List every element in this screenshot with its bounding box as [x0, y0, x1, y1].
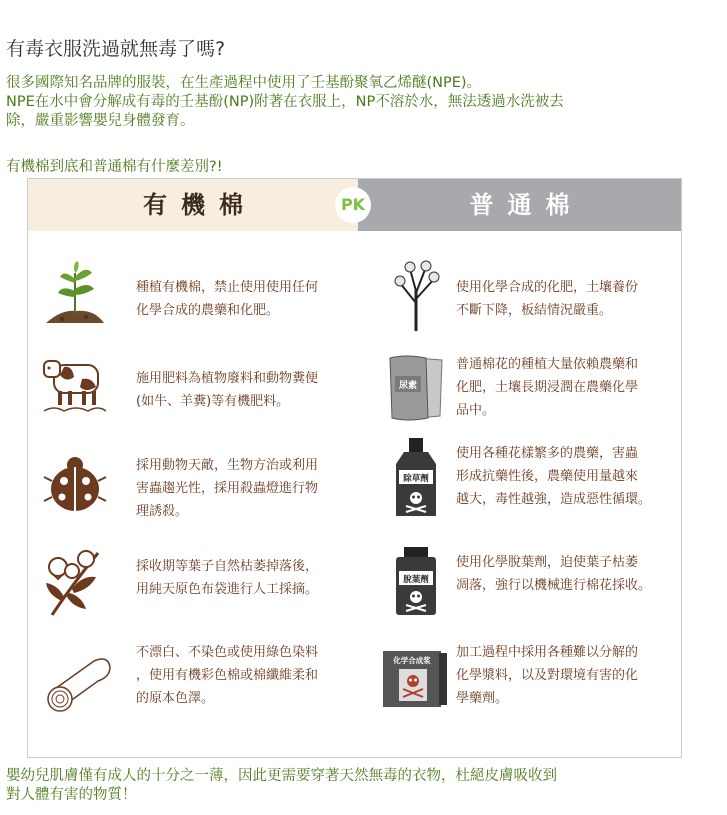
description-line: 形成抗藥性後，農藥使用量越來 [456, 469, 639, 484]
intro-line: 很多國際知名品牌的服裝，在生產過程中使用了壬基酚聚氧乙烯醚(NPE)。 [6, 75, 482, 91]
regular-description [456, 353, 678, 422]
can-label: 化学合成浆 [393, 656, 431, 665]
chemical-can-icon [381, 647, 449, 721]
intro-paragraph [6, 74, 706, 131]
organic-cotton-heading: 有機棉 [143, 191, 257, 219]
withered-cotton-plant-icon [386, 259, 446, 333]
description-line: 種植有機棉，禁止使用使用任何 [136, 280, 319, 295]
fabric-roll-icon [42, 651, 108, 721]
regular-cotton-heading: 普通棉 [469, 191, 584, 219]
description-line: 不漂白、不染色或使用綠色染料 [136, 645, 319, 660]
comparison-row [28, 541, 681, 631]
cow-icon [42, 351, 108, 421]
description-line: 採收期等葉子自然枯萎掉落後， [136, 559, 319, 574]
description-line: (如牛、羊糞)等有機肥料。 [136, 394, 290, 409]
bottle-label: 脫葉劑 [403, 575, 429, 585]
organic-description [136, 367, 356, 413]
fertilizer-sack-icon [386, 352, 446, 426]
footer-line: 嬰幼兒肌膚僅有成人的十分之一薄，因此更需要穿著天然無毒的衣物，杜絕皮膚吸收到 [6, 768, 557, 784]
description-line: 化學合成的農藥和化肥。 [136, 303, 280, 318]
organic-description [136, 276, 356, 322]
bottle-label: 除草劑 [403, 474, 429, 484]
herbicide-bottle-icon [386, 436, 446, 510]
description-line: 使用各種花樣繁多的農藥，害蟲 [456, 446, 639, 461]
sprout-in-soil-icon [42, 259, 108, 329]
organic-description [136, 454, 356, 523]
comparison-row [28, 347, 681, 437]
organic-description [136, 641, 356, 710]
description-line: 學藥劑。 [456, 691, 509, 706]
description-line: 使用化學脫葉劑，迫使葉子枯萎 [456, 555, 639, 570]
description-line: 加工過程中採用各種難以分解的 [456, 645, 639, 660]
regular-description [456, 442, 678, 511]
description-line: 採用動物天敵，生物方治或利用 [136, 458, 319, 473]
cotton-branch-icon [42, 545, 108, 615]
comparison-board [27, 178, 682, 758]
description-line: 使用化學合成的化肥，土壤養份 [456, 280, 639, 295]
description-line: 越大，毒性越強，造成惡性循環。 [456, 492, 652, 507]
regular-description [456, 641, 678, 710]
ladybug-icon [42, 451, 108, 521]
description-line: 害蟲趨光性，採用殺蟲燈進行物 [136, 481, 319, 496]
comparison-row [28, 254, 681, 344]
description-line: 的原本色澤。 [136, 691, 215, 706]
regular-description [456, 276, 678, 322]
comparison-row [28, 439, 681, 529]
description-line: 普通棉花的種植大量依賴農藥和 [456, 357, 639, 372]
description-line: 理誘殺。 [136, 504, 189, 519]
description-line: 化學漿料，以及對環境有害的化 [456, 668, 639, 683]
defoliant-bottle-icon [386, 545, 446, 619]
intro-line: 除，嚴重影響嬰兒身體發育。 [6, 113, 195, 129]
comparison-question: 有機棉到底和普通棉有什麼差別?! [6, 159, 223, 175]
description-line: 化肥，土壤長期浸潤在農藥化學 [456, 380, 639, 395]
comparison-row [28, 643, 681, 733]
intro-line: NPE在水中會分解成有毒的壬基酚(NP)附著在衣服上，NP不溶於水，無法透過水洗被去 [6, 94, 564, 110]
footer-note [6, 767, 721, 805]
pk-badge: PK [335, 187, 371, 223]
page-title: 有毒衣服洗過就無毒了嗎? [6, 38, 226, 60]
description-line: 不斷下降，板結情況嚴重。 [456, 303, 613, 318]
description-line: 凋落，強行以機械進行棉花採收。 [456, 578, 652, 593]
sack-label: 尿素 [398, 381, 418, 391]
footer-line: 對人體有害的物質！ [6, 787, 137, 803]
description-line: 品中。 [456, 403, 496, 418]
regular-description [456, 551, 678, 597]
description-line: 施用肥料為植物廢料和動物糞便 [136, 371, 319, 386]
description-line: 用純天原色布袋進行人工採摘。 [136, 582, 319, 597]
description-line: ，使用有機彩色棉或棉纖維柔和 [136, 668, 319, 683]
organic-description [136, 555, 356, 601]
